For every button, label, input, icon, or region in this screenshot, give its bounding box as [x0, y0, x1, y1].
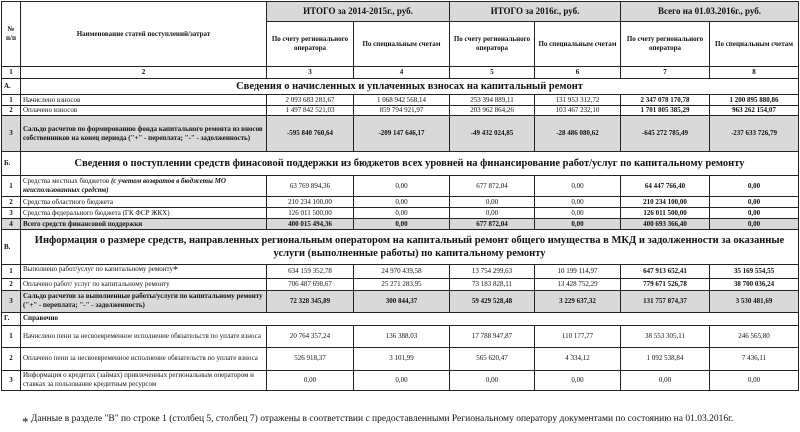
colnum: 3: [267, 67, 354, 79]
section-header-c: [2, 230, 799, 265]
column-numbers-row: [2, 67, 799, 79]
header-group-2014-2015: ИТОГО за 2014-2015г., руб.: [267, 2, 450, 22]
section-code: Б.: [2, 152, 21, 176]
row-number: 2: [2, 347, 21, 370]
row-number: 2: [2, 197, 21, 208]
section-header-d: [2, 312, 799, 325]
value-cell: 0,00: [535, 176, 621, 197]
value-cell: 0,00: [354, 219, 450, 230]
value-cell: 17 788 947,87: [450, 325, 535, 347]
value-cell: 0,00: [710, 197, 799, 208]
value-cell: 0,00: [450, 197, 535, 208]
value-cell: 963 262 154,07: [710, 106, 799, 116]
row-name: [21, 219, 267, 230]
section-header-a: [2, 79, 799, 95]
value-cell: 24 970 439,58: [354, 265, 450, 279]
row-name: [21, 347, 267, 370]
row-name: [21, 370, 267, 390]
subheader-special: По специальным счетам: [710, 22, 799, 67]
row-name-text: Оплачено взносов: [23, 106, 78, 115]
table-row: [2, 278, 799, 290]
subheader-regional: По счету регионального оператора: [450, 22, 535, 67]
colnum: 5: [450, 67, 535, 79]
value-cell: 300 844,37: [354, 290, 450, 312]
row-number: 3: [2, 208, 21, 219]
subheader-special: По специальным счетам: [354, 22, 450, 67]
table-row: [2, 116, 799, 152]
row-name: [21, 106, 267, 116]
value-cell: 677 872,04: [450, 176, 535, 197]
row-name-text: Сальдо расчетов за выполненные работы/услуги по капитальному ремонту ("+" - переплата; "-" - задолженность): [23, 292, 263, 309]
colnum: 6: [535, 67, 621, 79]
value-cell: 4 334,12: [535, 347, 621, 370]
row-number: 4: [2, 219, 21, 230]
value-cell: 0,00: [535, 208, 621, 219]
table-row: [2, 219, 799, 230]
row-name-text: Средства федерального бюджета (ГК ФСР ЖКХ): [23, 208, 170, 217]
value-cell: -645 272 785,49: [621, 116, 710, 152]
value-cell: 210 234 100,00: [621, 197, 710, 208]
subheader-special: По специальным счетам: [535, 22, 621, 67]
table-row: [2, 106, 799, 116]
value-cell: 253 394 889,11: [450, 95, 535, 106]
value-cell: -595 840 760,64: [267, 116, 354, 152]
table-row: [2, 347, 799, 370]
value-cell: 0,00: [710, 370, 799, 390]
row-name: [21, 197, 267, 208]
row-name: [21, 208, 267, 219]
row-name: [21, 278, 267, 290]
value-cell: 0,00: [535, 370, 621, 390]
section-title: Сведения о начисленных и уплаченных взносах на капитальный ремонт: [21, 79, 799, 95]
row-name-text: Средства местных бюджетов: [23, 177, 111, 186]
value-cell: 0,00: [354, 197, 450, 208]
header-num: № п/п: [2, 2, 21, 67]
header-group-total: Всего на 01.03.2016г., руб.: [621, 2, 799, 22]
section-title: Сведения о поступлении средств финасовой поддержки из бюджетов всех уровней на финансирование работ/услуг по капитальному ремонту: [21, 152, 799, 176]
value-cell: 0,00: [535, 219, 621, 230]
value-cell: 677 872,04: [450, 219, 535, 230]
value-cell: 203 962 864,26: [450, 106, 535, 116]
value-cell: 136 388,03: [354, 325, 450, 347]
value-cell: 1 092 538,84: [621, 347, 710, 370]
value-cell: 2 347 078 170,78: [621, 95, 710, 106]
value-cell: 400 015 494,36: [267, 219, 354, 230]
row-number: 1: [2, 325, 21, 347]
row-name-text: Сальдо расчетов по формированию фонда капитального ремонта из вносов собственников на конец периода ("+" - переплата; "-" - задолженность): [23, 124, 263, 142]
value-cell: -28 486 080,62: [535, 116, 621, 152]
value-cell: 400 693 366,40: [621, 219, 710, 230]
colnum: 2: [21, 67, 267, 79]
value-cell: 0,00: [450, 208, 535, 219]
footnote: [22, 414, 733, 430]
capital-repair-report-table: [1, 1, 799, 391]
value-cell: 131 757 874,37: [621, 290, 710, 312]
value-cell: 0,00: [710, 176, 799, 197]
row-name-text: Средства областного бюджета: [23, 197, 113, 206]
row-name-text: Оплачено работ/ услуг по капитальному ремонту: [23, 279, 170, 288]
value-cell: 565 620,47: [450, 347, 535, 370]
asterisk-mark: *: [22, 414, 29, 429]
colnum: 8: [710, 67, 799, 79]
footnote-text: Данные в разделе "В" по строке 1 (столбец 5, столбец 7) отражены в соответствии с предоставленными Региональному оператору документами по состоянию на 01.03.2016г.: [30, 414, 734, 424]
row-name: [21, 95, 267, 106]
value-cell: 0,00: [354, 208, 450, 219]
value-cell: 3 530 481,69: [710, 290, 799, 312]
asterisk-mark: *: [173, 265, 179, 276]
table-row: [2, 265, 799, 279]
section-code: Г.: [2, 312, 21, 325]
value-cell: 779 671 526,78: [621, 278, 710, 290]
value-cell: 59 429 528,48: [450, 290, 535, 312]
row-number: 3: [2, 290, 21, 312]
value-cell: 126 011 500,00: [267, 208, 354, 219]
colnum: 4: [354, 67, 450, 79]
value-cell: 38 553 305,11: [621, 325, 710, 347]
value-cell: 859 794 921,97: [354, 106, 450, 116]
row-name: [21, 325, 267, 347]
row-number: 1: [2, 176, 21, 197]
value-cell: 0,00: [710, 219, 799, 230]
row-name: [21, 176, 267, 197]
row-name-text: Выполнено работ/услуг по капитальному ремонту: [23, 265, 174, 273]
row-name: [21, 265, 267, 279]
header-group-2016: ИТОГО за 2016г., руб.: [450, 2, 621, 22]
table-row: [2, 95, 799, 106]
value-cell: 0,00: [535, 197, 621, 208]
table-row: [2, 197, 799, 208]
value-cell: 0,00: [267, 370, 354, 390]
row-number: 3: [2, 370, 21, 390]
row-name-note: (с учетом возвратов в бюджеты МО неиспользованных средств): [23, 177, 226, 194]
value-cell: 210 234 100,00: [267, 197, 354, 208]
row-name: [21, 116, 267, 152]
value-cell: 72 328 345,89: [267, 290, 354, 312]
value-cell: 25 271 283,95: [354, 278, 450, 290]
row-number: 2: [2, 106, 21, 116]
value-cell: 13 428 752,29: [535, 278, 621, 290]
row-name-text: Всего средств финансовой поддержки: [23, 219, 143, 228]
value-cell: 38 700 036,24: [710, 278, 799, 290]
value-cell: 13 754 299,63: [450, 265, 535, 279]
row-number: 1: [2, 265, 21, 279]
value-cell: 131 953 312,72: [535, 95, 621, 106]
table-body: [2, 79, 799, 391]
row-name: [21, 290, 267, 312]
value-cell: 63 769 894,36: [267, 176, 354, 197]
table-row: [2, 370, 799, 390]
row-name-text: Оплачено пени за несвоевременное исполнение обязательств по уплате взноса: [23, 354, 258, 363]
value-cell: 647 913 652,41: [621, 265, 710, 279]
value-cell: 1 701 805 385,29: [621, 106, 710, 116]
value-cell: 706 487 698,67: [267, 278, 354, 290]
value-cell: 3 101,99: [354, 347, 450, 370]
header-name: Наименование статей поступлений/затрат: [21, 2, 267, 67]
value-cell: 110 177,77: [535, 325, 621, 347]
table-row: [2, 208, 799, 219]
section-title: Справочно: [21, 312, 799, 325]
value-cell: 526 918,37: [267, 347, 354, 370]
colnum: 7: [621, 67, 710, 79]
value-cell: 64 447 766,40: [621, 176, 710, 197]
value-cell: 35 169 554,55: [710, 265, 799, 279]
row-number: 2: [2, 278, 21, 290]
row-name-text: Информация о кредитах (займах) привлеченных региональным оператором и ставках за пользование кредитным ресурсом: [23, 371, 254, 388]
table-row: [2, 290, 799, 312]
section-code: В.: [2, 230, 21, 265]
section-title: Информация о размере средств, направленных региональным оператором на капитальный ремонт общего имущества в МКД и задолженности за оказанные услуги (выполненные работы) по капитальному ремонту: [21, 230, 799, 265]
value-cell: 20 764 357,24: [267, 325, 354, 347]
value-cell: 103 467 232,10: [535, 106, 621, 116]
row-name-text: Начислено пени за несвоевременное исполнение обязательств по уплате взноса: [23, 331, 261, 340]
value-cell: 634 159 352,78: [267, 265, 354, 279]
row-name-text: Начислено взносов: [23, 95, 81, 104]
table-row: [2, 176, 799, 197]
value-cell: 1 200 895 880,86: [710, 95, 799, 106]
value-cell: 0,00: [354, 176, 450, 197]
colnum: 1: [2, 67, 21, 79]
section-header-b: [2, 152, 799, 176]
value-cell: 7 436,11: [710, 347, 799, 370]
value-cell: -209 147 646,17: [354, 116, 450, 152]
value-cell: -49 432 024,85: [450, 116, 535, 152]
value-cell: -237 633 726,79: [710, 116, 799, 152]
row-number: 3: [2, 116, 21, 152]
row-number: 1: [2, 95, 21, 106]
section-code: А.: [2, 79, 21, 95]
value-cell: 73 183 828,11: [450, 278, 535, 290]
value-cell: 126 011 500,00: [621, 208, 710, 219]
value-cell: 3 229 637,32: [535, 290, 621, 312]
value-cell: 246 565,80: [710, 325, 799, 347]
table-row: [2, 325, 799, 347]
value-cell: 1 497 842 521,03: [267, 106, 354, 116]
value-cell: 2 093 683 281,67: [267, 95, 354, 106]
value-cell: 0,00: [710, 208, 799, 219]
value-cell: 0,00: [621, 370, 710, 390]
value-cell: 0,00: [450, 370, 535, 390]
value-cell: 10 199 114,97: [535, 265, 621, 279]
value-cell: 0,00: [354, 370, 450, 390]
subheader-regional: По счету регионального оператора: [267, 22, 354, 67]
value-cell: 1 068 942 568,14: [354, 95, 450, 106]
subheader-regional: По счету регионального оператора: [621, 22, 710, 67]
